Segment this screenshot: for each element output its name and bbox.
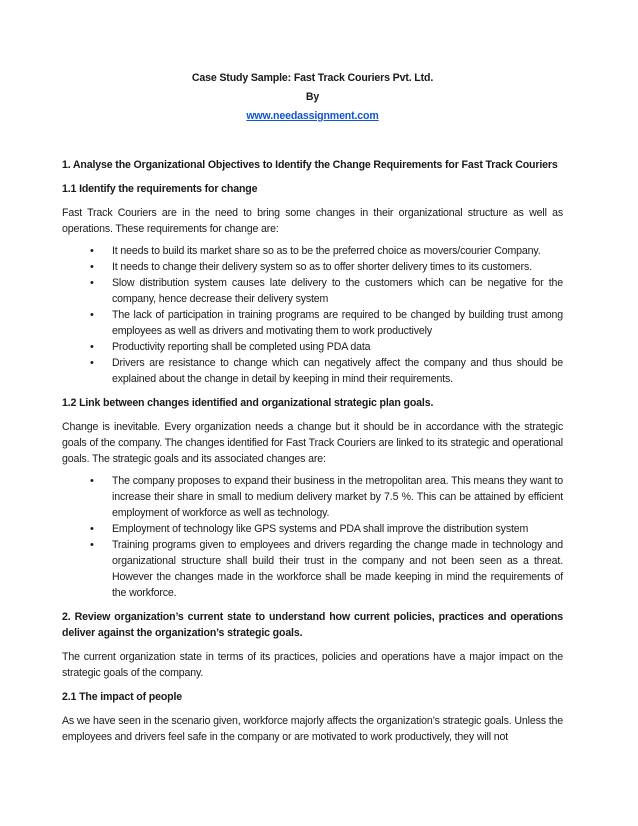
section-1-1-heading: 1.1 Identify the requirements for change xyxy=(62,183,258,195)
byline: By xyxy=(305,91,320,103)
section-1-1-list xyxy=(62,243,563,387)
list-item: • Training programs given to employees and drivers regarding the change made in technology and organizational structure shall build their trust in the company and not been seen as a threat. However the changes made in the workforce shall be made keeping in mind the requirements of the workforce. xyxy=(112,537,563,601)
list-item: • Drivers are resistance to change which can negatively affect the company and thus should be explained about the change in detail by keeping in mind their requirements. xyxy=(112,355,563,387)
list-item: • Slow distribution system causes late delivery to the customers which can be negative for the company, hence decrease their delivery system xyxy=(112,275,563,307)
list-item: • It needs to change their delivery system so as to offer shorter delivery times to its customers. xyxy=(112,259,563,275)
section-1-heading: 1. Analyse the Organizational Objectives to Identify the Change Requirements for Fast Track Couriers xyxy=(62,159,558,171)
section-1-2-heading: 1.2 Link between changes identified and organizational strategic plan goals. xyxy=(62,397,434,409)
document-header xyxy=(62,70,563,157)
list-item: • It needs to build its market share so as to be the preferred choice as movers/courier Company. xyxy=(112,243,563,259)
list-item: • The company proposes to expand their business in the metropolitan area. This means they want to increase their share in small to medium delivery market by 7.5 %. This can be attained by efficient employment of workforce as well as technology. xyxy=(112,473,563,521)
section-1-2-intro: Change is inevitable. Every organization needs a change but it should be in accordance with the strategic goals of the company. The changes identified for Fast Track Couriers are linked to its strategic and operational goals. The strategic goals and its associated changes are: xyxy=(62,421,563,465)
section-2-intro: The current organization state in terms of its practices, policies and operations have a major impact on the strategic goals of the company. xyxy=(62,651,563,679)
website-link[interactable]: www.needassignment.com xyxy=(246,110,379,122)
section-1-1-intro: Fast Track Couriers are in the need to bring some changes in their organizational structure as well as operations. These requirements for change are: xyxy=(62,207,563,235)
section-1-2-list xyxy=(62,473,563,601)
section-2-1-heading: 2.1 The impact of people xyxy=(62,691,183,703)
list-item: • The lack of participation in training programs are required to be changed by building trust among employees as well as drivers and motivating them to work productively xyxy=(112,307,563,339)
section-2-heading: 2. Review organization’s current state to understand how current policies, practices and operations deliver against the organization’s strategic goals. xyxy=(62,611,563,639)
document-title: Case Study Sample: Fast Track Couriers Pvt. Ltd. xyxy=(191,72,434,84)
list-item: • Productivity reporting shall be completed using PDA data xyxy=(112,339,563,355)
document-body xyxy=(62,70,563,745)
section-2-1-text: As we have seen in the scenario given, workforce majorly affects the organization’s strategic goals. Unless the employees and drivers feel safe in the company or are motivated to work productively, they will not xyxy=(62,715,563,743)
list-item: • Employment of technology like GPS systems and PDA shall improve the distribution system xyxy=(112,521,563,537)
